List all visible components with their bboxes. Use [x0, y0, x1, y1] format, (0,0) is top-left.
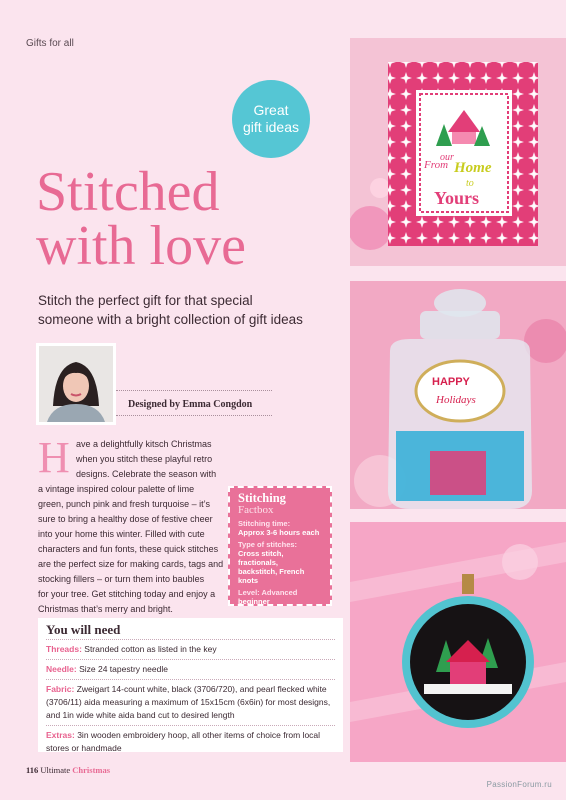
intro-line: sure to bring a healthy dose of festive cheer: [38, 514, 213, 524]
magazine-name: Ultimate: [40, 765, 71, 775]
drop-cap: H: [38, 433, 70, 482]
extras-line: [46, 729, 335, 742]
extras-row: [46, 725, 335, 758]
intro-line: a vintage inspired colour palette of lime: [38, 484, 195, 494]
needle-row: [46, 659, 335, 679]
level-label: [238, 588, 322, 597]
card-text-our: our: [440, 152, 454, 163]
card-text-yours: Yours: [434, 188, 480, 208]
card-text-from: From: [424, 159, 449, 171]
portrait-image: [39, 346, 113, 422]
intro-line: Christmas that’s merry and bright.: [38, 604, 173, 614]
needle-value: Size 24 tapestry needle: [79, 664, 168, 674]
bubble-line-1: Great: [253, 102, 289, 118]
fabric-label: Fabric:: [46, 684, 75, 694]
level-value-line-2: beginner: [238, 597, 270, 606]
threads-row: [46, 639, 335, 659]
fabric-value: Zweigart 14-count white, black (3706/720), and pearl flecked white: [76, 684, 327, 694]
card-text-home: Home: [454, 160, 492, 176]
card-photo-image: [350, 38, 566, 266]
watermark: PassionForum.ru: [486, 780, 552, 789]
needle-label: Needle:: [46, 664, 77, 674]
jar-photo: [350, 281, 566, 509]
designer-portrait: [36, 343, 116, 425]
title-line-1: Stitched: [36, 161, 220, 223]
you-will-need-title: You will need: [46, 622, 121, 637]
level-label-text: Level:: [238, 588, 260, 597]
fabric-line: (3706/11) aida measuring a maximum of 15x15cm (6x6in) for most designs,: [46, 697, 331, 707]
factbox-title: Stitching: [238, 491, 286, 505]
intro-line: into your home this winter. Filled with cute: [38, 529, 205, 539]
stitch-types-value: backstitch, French knots: [238, 567, 305, 585]
card-text-to: to: [466, 178, 474, 189]
intro-text: [38, 433, 228, 617]
stitch-types-value: Cross stitch, fractionals,: [238, 549, 284, 567]
ornament-text-happy: HAPPY: [432, 376, 470, 388]
page-folio: [26, 765, 110, 775]
stitching-time-value: Approx 3-6 hours each: [238, 528, 320, 537]
fabric-line: and 1in wide white aida band cut to desired length: [46, 710, 235, 720]
fabric-line: [46, 683, 335, 696]
page-number: 116: [26, 765, 39, 775]
stitching-factbox: [228, 486, 332, 606]
bubble-line-2: gift ideas: [242, 119, 300, 135]
intro-line: ave a delightfully kitsch Christmas: [76, 439, 212, 449]
extras-label: Extras:: [46, 730, 75, 740]
factbox-subtitle: Factbox: [238, 504, 274, 516]
intro-line: designs. Celebrate the season with: [76, 469, 217, 479]
intro-line: characters and fun fonts, these quick stitches: [38, 544, 219, 554]
standfirst-line-2: someone with a bright collection of gift ideas: [38, 312, 303, 327]
threads-label: Threads:: [46, 644, 82, 654]
level-value: Advanced: [261, 588, 298, 597]
extras-value: 3in wooden embroidery hoop, all other items of choice from local: [77, 730, 321, 740]
threads-value: Stranded cotton as listed in the key: [84, 644, 217, 654]
section-label: Gifts for all: [26, 38, 74, 49]
stitch-types-label: Type of stitches:: [238, 540, 298, 549]
hoop-photo-image: [350, 522, 566, 762]
you-will-need-box: [38, 618, 343, 752]
standfirst: [38, 291, 338, 329]
great-gift-ideas-bubble: [232, 80, 310, 158]
hoop-photo: [350, 522, 566, 762]
standfirst-line-1: Stitch the perfect gift for that special: [38, 293, 253, 308]
stitching-time-label: Stitching time:: [238, 519, 291, 528]
designer-rule-bottom: [116, 415, 272, 416]
jar-photo-image: [350, 281, 566, 509]
ornament-text-holidays: Holidays: [436, 394, 476, 406]
intro-line: green, punch pink and fresh turquoise – it’s: [38, 499, 210, 509]
intro-line: stocking fillers – or turn them into baubles: [38, 574, 205, 584]
magazine-name-accent: Christmas: [72, 765, 111, 775]
fabric-row: [46, 679, 335, 725]
designer-credit: Designed by Emma Congdon: [128, 399, 253, 410]
intro-line: for your tree. Get stitching today and enjoy a: [38, 589, 216, 599]
page-title: [36, 161, 246, 277]
extras-line: stores or handmade: [46, 743, 122, 753]
title-line-2: with love: [36, 215, 246, 277]
intro-line: are the perfect size for making cards, tags and: [38, 559, 224, 569]
card-photo: [350, 38, 566, 266]
designer-rule-top: [116, 390, 272, 391]
intro-line: when you stitch these playful retro: [76, 454, 213, 464]
